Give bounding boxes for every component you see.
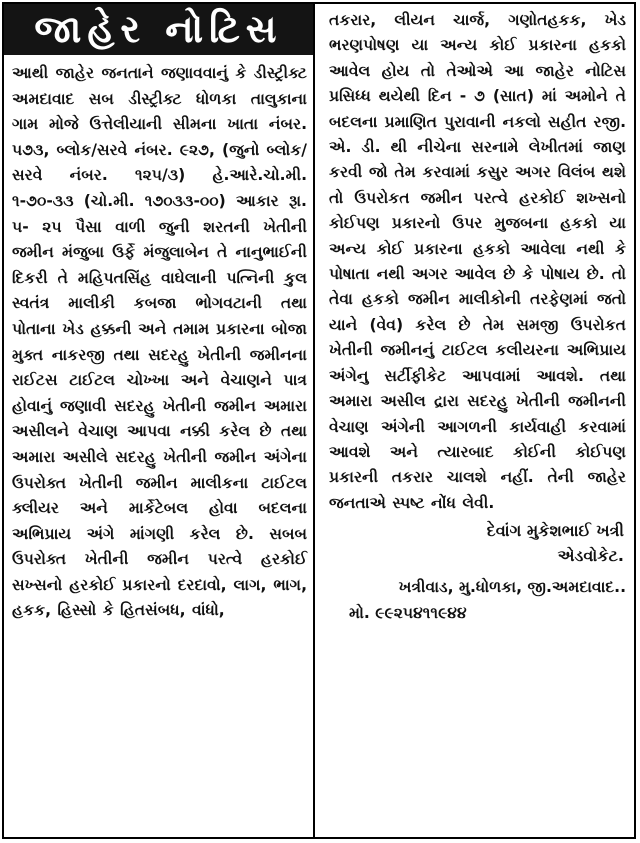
signatory-name: દેવાંગ મુકેશભાઈ ખત્રી [486, 521, 624, 541]
notice-title: જાહેર નોટિસ [4, 4, 314, 55]
public-notice [2, 2, 636, 839]
notice-body-left: આથી જાહેર જનતાને જણાવવાનું કે ડીસ્ટ્રીક્ટ અમદાવાદ સબ ડીસ્ટ્રીક્ટ ધોળકા તાલુકાના ગામ મોજે ઉત્તેલીયાની સીમના ખાતા નંબર. ૫૭૩, બ્લોક/સરવે નંબર. ૯૨૭, (જુનો બ્લોક/સરવે નંબર. ૧૨૫/૩) હે.આરે.ચો.મી. ૧-૭૦-૩૩ (ચો.મી. ૧૭૦૩૩-૦૦) આકાર રૂા. ૫- ૨૫ પૈસા વાળી જુની શરતની ખેતીની જમીન મંજુબા ઉર્ફે મંજુલાબેન તે નાનુભાઈની દિકરી તે મહિપતસિંહ વાઘેલાની પત્નિની કુલ સ્વતંત્ર માલીકી કબજા ભોગવટાની તથા પોતાના ખેડ હક્કની અને તમામ પ્રકારના બોજા મુક્ત નાકરજી તથા સદરહુ ખેતીની જમીનના રાઈટસ ટાઈટલ ચોખ્ખા અને વેચાણને પાત્ર હોવાનું જણાવી સદરહુ ખેતીની જમીન અમારા અસીલને વેચાણ આપવા નક્કી કરેલ છે તથા અમારા અસીલે સદરહુ ખેતીની જમીન અંગેના ઉપરોક્ત ખેતીની જમીન માલીકના ટાઈટલ ક્લીયર અને માર્કેટેબલ હોવા બદલના અભિપ્રાય અંગે માંગણી કરેલ છે. સબબ ઉપરોક્ત ખેતીની જમીન પરત્વે હરકોઈ સખ્સનો હરકોઈ પ્રકારનો દરદાવો, લાગ, ભાગ, હકક, હિસ્સો કે હિતસંબધ, વાંધો, [12, 64, 307, 620]
address: ખત્રીવાડ, મુ.ધોળકા, જી.અમદાવાદ.. [398, 578, 626, 597]
signature-block [329, 518, 626, 568]
notice-right-column [315, 4, 634, 837]
signatory-title: એડવોકેટ. [557, 546, 624, 566]
notice-left-column [4, 4, 315, 837]
phone-number: મો. ૯૯૨૫૪૧૧૯૪૪ [349, 604, 467, 623]
notice-body-right: તકરાર, લીયન ચાર્જ, ગણોતહકક, ખેડ ભરણપોષણ યા અન્ય કોઈ પ્રકારના હકકો આવેલ હોય તો તેઓએ આ જાહેર નોટિસ પ્રસિધ્ધ થયેથી દિન - ૭ (સાત) માં અમોને તે બદલના પ્રમાણિત પુરાવાની નકલો સહીત રજી. એ. ડી. થી નીચેના સરનામે લેખીતમાં જાણ કરવી જો તેમ કરવામાં કસુર અગર વિલંબ થશે તો ઉપરોકત જમીન પરત્વે હરકોઈ શખ્સનો કોઈપણ પ્રકારનો ઉપર મુજબના હકકો યા અન્ય કોઈ પ્રકારના હકકો આવેલા નથી કે પોષાતા નથી અગર આવેલ છે કે પોષાય છે. તો તેવા હકકો જમીન માલીકોની તરફેણમાં જતો યાને (વેવ) કરેલ છે તેમ સમજી ઉપરોકત ખેતીની જમીનનું ટાઈટલ કલીયરના અભિપ્રાય અંગેનુ સર્ટીફીકેટ આપવામાં આવશે. તથા અમારા અસીલ દ્રારા સદરહુ ખેતીની જમીનની વેચાણ અંગેની આગળની કાર્યવાહી કરવામાં આવશે અને ત્યારબાદ કોઈની કોઈપણ પ્રકારની તકરાર ચાલશે નહીં. તેની જાહેર જનતાએ સ્પષ્ટ નોંધ લેવી. [329, 11, 626, 512]
